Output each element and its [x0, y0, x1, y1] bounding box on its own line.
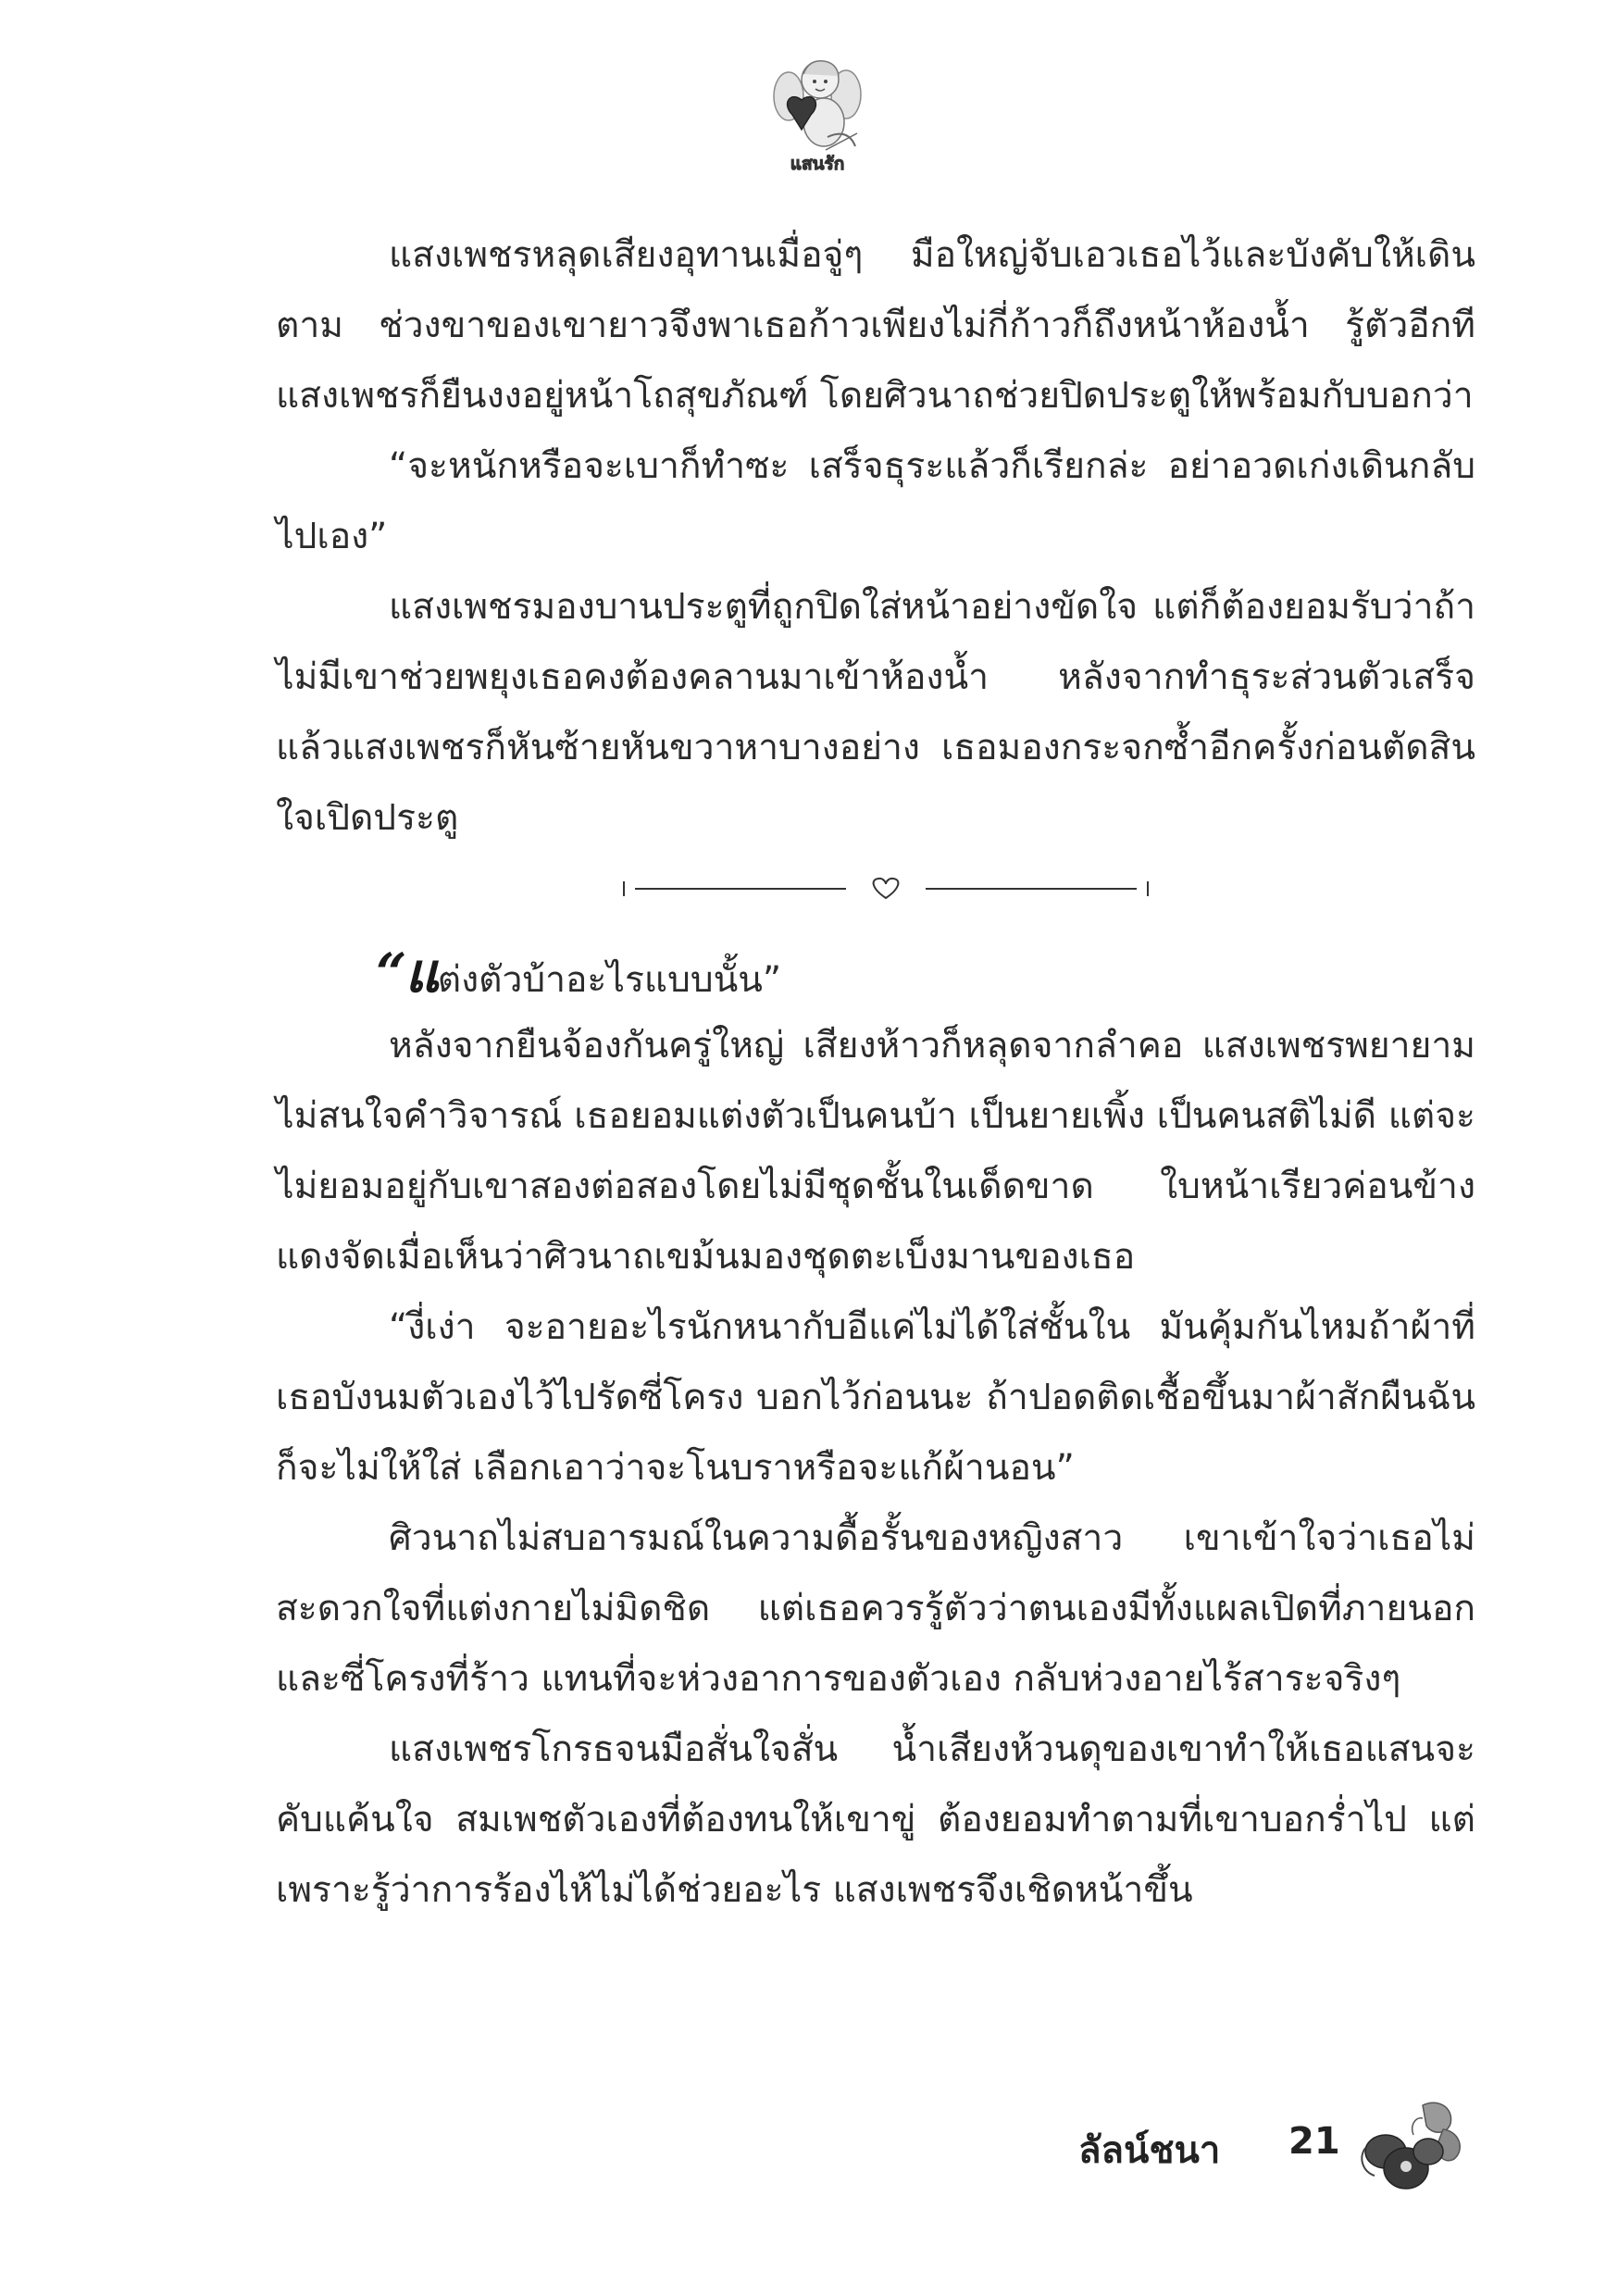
logo-text: แสนรัก	[790, 154, 845, 174]
dropcap: “แ	[376, 942, 438, 1004]
paragraph: หลังจากยืนจ้องกันครู่ใหญ่ เสียงห้าวก็หลุดจากลำคอ แสงเพชรพยายามไม่สนใจคำวิจารณ์ เธอยอมแต่งตัวเป็นคนบ้า เป็นยายเพิ้ง เป็นคนสติไม่ดี แต่จะไม่ยอมอยู่กับเขาสองต่อสองโดยไม่มีชุดชั้นในเด็ดขาด ใบหน้าเรียวค่อนข้างแดงจัดเมื่อเห็นว่าศิวนาถเขม้นมองชุดตะเบ็งมานของเธอ	[276, 1025, 1475, 1278]
cupid-with-heart-icon	[772, 54, 863, 176]
page-footer	[1078, 2098, 1467, 2200]
paragraph: “งี่เง่า จะอายอะไรนักหนากับอีแค่ไม่ได้ใส่ชั้นใน มันคุ้มกันไหมถ้าผ้าที่เธอบังนมตัวเองไว้ไปรัดซี่โครง บอกไว้ก่อนนะ ถ้าปอดติดเชื้อขึ้นมาผ้าสักผืนฉันก็จะไม่ให้ใส่ เลือกเอาว่าจะโนบราหรือจะแก้ผ้านอน”	[276, 1306, 1475, 1489]
paragraph: แสงเพชรหลุดเสียงอุทานเมื่อจู่ๆ มือใหญ่จับเอวเธอไว้และบังคับให้เดินตาม ช่วงขาของเขายาวจึงพาเธอก้าวเพียงไม่กี่ก้าวก็ถึงหน้าห้องน้ำ รู้ตัวอีกทีแสงเพชรก็ยืนงงอยู่หน้าโถสุขภัณฑ์ โดยศิวนาถช่วยปิดประตูให้พร้อมกับบอกว่า	[276, 234, 1475, 417]
paragraph: แสงเพชรโกรธจนมือสั่นใจสั่น น้ำเสียงห้วนดุของเขาทำให้เธอแสนจะคับแค้นใจ สมเพชตัวเองที่ต้องทนให้เขาขู่ ต้องยอมทำตามที่เขาบอกร่ำไป แต่เพราะรู้ว่าการร้องไห้ไม่ได้ช่วยอะไร แสงเพชรจึงเชิดหน้าขึ้น	[276, 1728, 1475, 1911]
paragraph: ศิวนาถไม่สบอารมณ์ในความดื้อรั้นของหญิงสาว เขาเข้าใจว่าเธอไม่สะดวกใจที่แต่งกายไม่มิดชิด แต่เธอควรรู้ตัวว่าตนเองมีทั้งแผลเปิดที่ภายนอกและซี่โครงที่ร้าว แทนที่จะห่วงอาการของตัวเอง กลับห่วงอายไร้สาระจริงๆ	[276, 1517, 1475, 1700]
flower-icon	[1358, 2098, 1467, 2200]
body-text	[276, 220, 1475, 1926]
section-divider	[276, 857, 1475, 935]
heart-divider-icon	[622, 874, 1150, 902]
section-opening-line	[276, 935, 1475, 1011]
footer-title: ลัลน์ชนา	[1078, 2129, 1221, 2172]
paragraph: แสงเพชรมองบานประตูที่ถูกปิดใส่หน้าอย่างขัดใจ แต่ก็ต้องยอมรับว่าถ้าไม่มีเขาช่วยพยุงเธอคงต้องคลานมาเข้าห้องน้ำ หลังจากทำธุระส่วนตัวเสร็จแล้วแสงเพชรก็หันซ้ายหันขวาหาบางอย่าง เธอมองกระจกซ้ำอีกครั้งก่อนตัดสินใจเปิดประตู	[276, 586, 1475, 839]
paragraph: “จะหนักหรือจะเบาก็ทำซะ เสร็จธุระแล้วก็เรียกล่ะ อย่าอวดเก่งเดินกลับไปเอง”	[276, 445, 1475, 557]
cupid-logo-graphic	[772, 54, 863, 156]
opening-text: ต่งตัวบ้าอะไรแบบนั้น”	[437, 959, 782, 1001]
page-number: 21	[1288, 2120, 1340, 2163]
